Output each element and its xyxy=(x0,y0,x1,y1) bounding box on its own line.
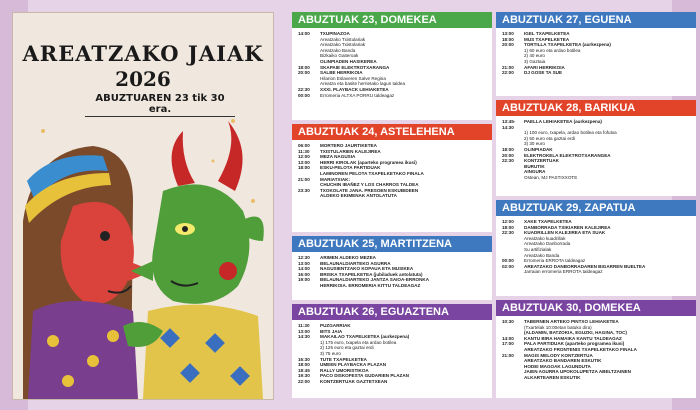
event-list xyxy=(496,216,696,275)
event-text: Areatzako Txistulariak xyxy=(320,36,366,42)
event-time: 11:30 xyxy=(298,323,310,328)
event-text: BELAUNALDIARTEKO AGURRA xyxy=(320,260,391,266)
event-row xyxy=(502,70,692,76)
event-text: OLINPIADEN HASIKEREA xyxy=(320,58,377,64)
event-text: Areatzako Banda xyxy=(320,47,356,53)
event-time: 06:00 xyxy=(298,143,310,148)
event-text: XAKE TXAPELKETEA xyxy=(524,219,572,224)
event-time xyxy=(502,375,524,381)
event-time: 21:00 xyxy=(502,64,514,70)
event-text: (Txartelak 10:00etan batuko dira) xyxy=(524,324,592,330)
schedule-column-right xyxy=(496,12,696,398)
event-text: MARIATXIAK: xyxy=(320,176,351,182)
event-text: BURUTIK xyxy=(524,163,545,169)
poster-illustration xyxy=(13,111,273,399)
event-text: ALDEKO EKIMENAK ANTOLATUTA xyxy=(320,193,397,199)
event-time: 21:00 xyxy=(298,176,310,182)
day-header: ABUZTUAK 30, DOMEKEA xyxy=(496,300,696,316)
event-text: XXXI. PLAYBACK LEHIAKETEA xyxy=(320,86,389,92)
event-text: 2) 40 euro xyxy=(524,53,545,59)
event-time: 13:00 xyxy=(502,31,514,36)
event-text: ESKU-PELOTA PARTIDUAK xyxy=(320,165,381,171)
event-text: ALKARTEAREN ESKUTIK xyxy=(524,374,581,380)
event-time xyxy=(502,175,524,181)
event-list xyxy=(292,252,492,289)
event-time: 11:30 xyxy=(298,148,310,154)
event-time xyxy=(298,193,320,199)
event-text: TXUPINAZOA xyxy=(320,31,350,36)
poster-dates: ABUZTUAREN 23 tik 30 era. xyxy=(85,93,235,117)
event-time: 17:00 xyxy=(502,341,514,347)
event-time: 18:00 xyxy=(298,64,310,70)
event-text: 1) 100 euro, txapela, ardao botilea eta fofutxa xyxy=(524,130,617,136)
event-time: 23:30 xyxy=(298,187,310,193)
day-header: ABUZTUAK 25, MARTITZENA xyxy=(292,236,492,252)
event-time: 02:00 xyxy=(502,263,514,269)
event-list xyxy=(292,140,492,199)
event-time: 13:00 xyxy=(298,328,310,334)
event-text: CHUCHIN IBAÑEZ Y LOS CHARROS TALDEA xyxy=(320,182,419,188)
event-time: 22:30 xyxy=(298,86,310,92)
poster-year: 2026 xyxy=(115,67,171,91)
event-list xyxy=(496,316,696,381)
event-time: 13:00 xyxy=(298,159,310,165)
event-time: 18:45 xyxy=(298,367,310,373)
event-text: OLINPIADAK xyxy=(524,146,553,152)
day-card-26 xyxy=(292,304,492,398)
event-text: TUTE TXAPELKETEA xyxy=(320,356,367,362)
event-text: Areatzako Txistolariak xyxy=(320,42,366,48)
event-text: ELEKTROKELA ELEKTROTXARANGEA xyxy=(524,152,611,158)
event-text: 3) 75 euro xyxy=(320,350,341,356)
event-time: 20:00 xyxy=(298,70,310,76)
event-text: Su artifizialak xyxy=(524,246,552,252)
day-card-27 xyxy=(496,12,696,96)
day-header: ABUZTUAK 27, EGUENA xyxy=(496,12,696,28)
event-text: LAMINOREN PELOTA TXAPELKETAKO FINALA xyxy=(320,170,424,176)
event-text: ARIMEN ALDEKO MEZEA xyxy=(320,255,376,260)
day-card-23 xyxy=(292,12,492,120)
day-card-24 xyxy=(292,124,492,232)
event-text: TABERNEN ARTEKO PINTXO LEHIAKETEA xyxy=(524,319,619,324)
event-time xyxy=(298,283,320,289)
event-text: MAGIS MELODY KONTZERTUA xyxy=(524,352,593,358)
day-header: ABUZTUAK 24, ASTELEHENA xyxy=(292,124,492,140)
event-time: 21:00 xyxy=(502,352,514,358)
event-time: 22:00 xyxy=(502,70,514,76)
event-list xyxy=(292,320,492,385)
event-text: AREATZAKO FRONTENIS TXAPELKETAKO FINALA xyxy=(524,346,637,352)
event-row xyxy=(502,175,692,181)
event-text: MORTERO JAURTIKETEA xyxy=(320,143,377,148)
event-text: TXISTULARIEN KALEJIREA xyxy=(320,148,381,154)
event-time: 13:45-14:30 xyxy=(502,119,516,130)
event-row xyxy=(502,119,692,130)
event-text: PAELLA LEHIAKETEA (aurkezpena) xyxy=(524,119,602,124)
event-text: Erromeria ALTXA PORRU taldeagaz xyxy=(320,92,395,98)
event-time: 16:00 xyxy=(298,271,310,277)
event-text: PUZGARRIAK xyxy=(320,323,351,328)
event-text: Ostean, MJ PASTIXXOTE xyxy=(524,174,578,180)
event-text: DJ GOSE TA SUE xyxy=(524,70,563,76)
event-text: TXOKOLATE JANA. PRESOEN ESKUBIDEEN xyxy=(320,187,419,193)
event-text: 2) 125 euro eta gaztai erdi xyxy=(320,345,374,351)
event-text: KANTU BIRA HAMAIKA KANTU TALDEAGAZ xyxy=(524,335,622,341)
event-text: MUS TXAPELKETEA xyxy=(524,36,570,42)
event-time: 18:00 xyxy=(502,36,514,42)
event-text: 2) 50 euro eta gaztai erdi xyxy=(524,135,576,141)
event-text: AFARI HERRIKOIA xyxy=(524,64,565,70)
day-header: ABUZTUAK 28, BARIKUA xyxy=(496,100,696,116)
event-text: DANBORRADA TXIKIAREN KALEJIREA xyxy=(524,224,611,230)
event-row xyxy=(298,93,488,99)
event-list xyxy=(292,28,492,98)
event-text: 3) Gaztaia xyxy=(524,58,546,64)
event-time: 00:00 xyxy=(502,258,514,264)
day-card-28 xyxy=(496,100,696,196)
event-time: 19:00 xyxy=(298,277,310,283)
event-text: Areatza eta basite herrietako lagun taldea xyxy=(320,81,406,87)
event-time: 18:00 xyxy=(502,224,514,230)
event-text: UMEEN PLAYBACKA PLAZAN xyxy=(320,362,387,368)
event-time: 19:30 xyxy=(298,373,310,379)
event-text: KUADRILLEN KALEJIREA ETA SUAK xyxy=(524,230,606,236)
event-text: RALLY UMORISTIKOA xyxy=(320,367,369,373)
event-text: KONTZERTUAK GAZTETXEAN xyxy=(320,378,388,384)
event-text: HERRI KIROLAK (aparteko programea ikusi) xyxy=(320,159,417,165)
event-text: TORTILLA TXAPELKETEA (aurkezpena) xyxy=(524,42,611,48)
event-text: Bizkaiko Gaiteroak xyxy=(320,53,359,59)
event-text: Areatzako Banda xyxy=(524,252,560,258)
event-time: 10:30 xyxy=(502,319,514,324)
festival-poster xyxy=(12,12,274,400)
event-text: AREATZAKO BANDAREN ESKUTIK xyxy=(524,358,602,364)
day-card-29 xyxy=(496,200,696,296)
event-time xyxy=(502,269,524,275)
event-time: 12:00 xyxy=(502,219,514,224)
event-text: 1) 60 euro eta ardao botilea xyxy=(524,47,581,53)
event-time: 20:00 xyxy=(502,152,514,158)
event-row xyxy=(502,269,692,275)
event-text: AINGURA xyxy=(524,169,546,175)
event-text: HODEI MAGOAK LAGUNDUTA xyxy=(524,363,591,369)
event-time: 13:00 xyxy=(298,260,310,266)
day-card-25 xyxy=(292,236,492,300)
event-text: NAGUSIENTZAKO KOPAUA ETA MUSIKEA xyxy=(320,266,414,272)
event-time: 16:30 xyxy=(298,356,310,362)
event-text: JAIEN AGURRA UPOKOLUPETZA ABELTZAINEN xyxy=(524,369,631,375)
day-card-30 xyxy=(496,300,696,398)
event-text: MEZA NAGUSIA xyxy=(320,154,356,160)
event-text: Areatzako Danborrada xyxy=(524,241,571,247)
event-time: 18:00 xyxy=(298,362,310,368)
event-text: 3) 30 euro xyxy=(524,141,545,147)
event-row xyxy=(298,193,488,199)
event-time: 00:00 xyxy=(298,92,310,98)
event-list xyxy=(496,116,696,181)
poster-title: AREATZAKO JAIAK xyxy=(22,41,264,66)
event-time: 22:30 xyxy=(502,230,514,236)
event-time: 22:00 xyxy=(298,378,310,384)
day-header: ABUZTUAK 29, ZAPATUA xyxy=(496,200,696,216)
event-text: BELAUNALDIARTEKO JANTZA SAIOA-ERRONKA xyxy=(320,277,430,283)
event-time: 14:30 xyxy=(298,334,310,340)
event-text: Erromeria ERROTA taldeagaz xyxy=(524,258,586,264)
event-time: 22:30 xyxy=(502,158,514,164)
event-text: Jarraian erromeria ERROTA taldeagaz xyxy=(524,269,603,275)
event-text: BRISKA TXAPELKETEA (jubiladuek antolatuta) xyxy=(320,271,423,277)
event-time: 18:00 xyxy=(298,165,310,171)
event-text: PALA PARTIDUAK (aparteko programea ikusi) xyxy=(524,341,625,347)
event-text: Hilarion Eslaveren Salve Regina xyxy=(320,75,386,81)
event-row xyxy=(502,375,692,381)
event-time: 12:00 xyxy=(298,154,310,160)
event-text: SKAPAIE ELEKTROTXARANGA xyxy=(320,64,390,70)
event-text: (ALDAMIN, BATZOKIA, EGUZKI, HAGINA, TOC) xyxy=(524,330,627,336)
event-text: MAKAILAO TXAPELKETEA (aurkezpena) xyxy=(320,334,410,340)
event-time: 14:00 xyxy=(298,31,310,36)
event-time: 18:00 xyxy=(502,146,514,152)
event-text: IGEL TXAPELKETEA xyxy=(524,31,570,36)
schedule-column-left xyxy=(292,12,492,398)
event-text: HERRIKOIA. ERROMERIA KITTU TALDEAGAZ xyxy=(320,282,421,288)
event-text: Areatzako kuadrillak xyxy=(524,235,566,241)
event-text: KONTZERTUAK xyxy=(524,158,559,164)
event-time: 14:00 xyxy=(502,335,514,341)
event-text: AREATZAKO DANBORRADAREN BIGARREN BUELTEA xyxy=(524,263,646,269)
event-time: 20:00 xyxy=(502,42,514,48)
event-time: 12:30 xyxy=(298,255,310,260)
event-text: 1) 175 euro, txapela eta ardao botilea xyxy=(320,339,397,345)
day-header: ABUZTUAK 26, EGUAZTENA xyxy=(292,304,492,320)
event-text: SALBE HERRIKOIA xyxy=(320,70,363,76)
day-header: ABUZTUAK 23, DOMEKEA xyxy=(292,12,492,28)
event-text: BITS JAIA xyxy=(320,328,343,334)
event-time: 14:00 xyxy=(298,266,310,272)
event-row xyxy=(298,379,488,385)
event-list xyxy=(496,28,696,76)
event-text: PACO DISKOFESTA GUDARIEN PLAZAN xyxy=(320,373,409,379)
event-row xyxy=(298,283,488,289)
